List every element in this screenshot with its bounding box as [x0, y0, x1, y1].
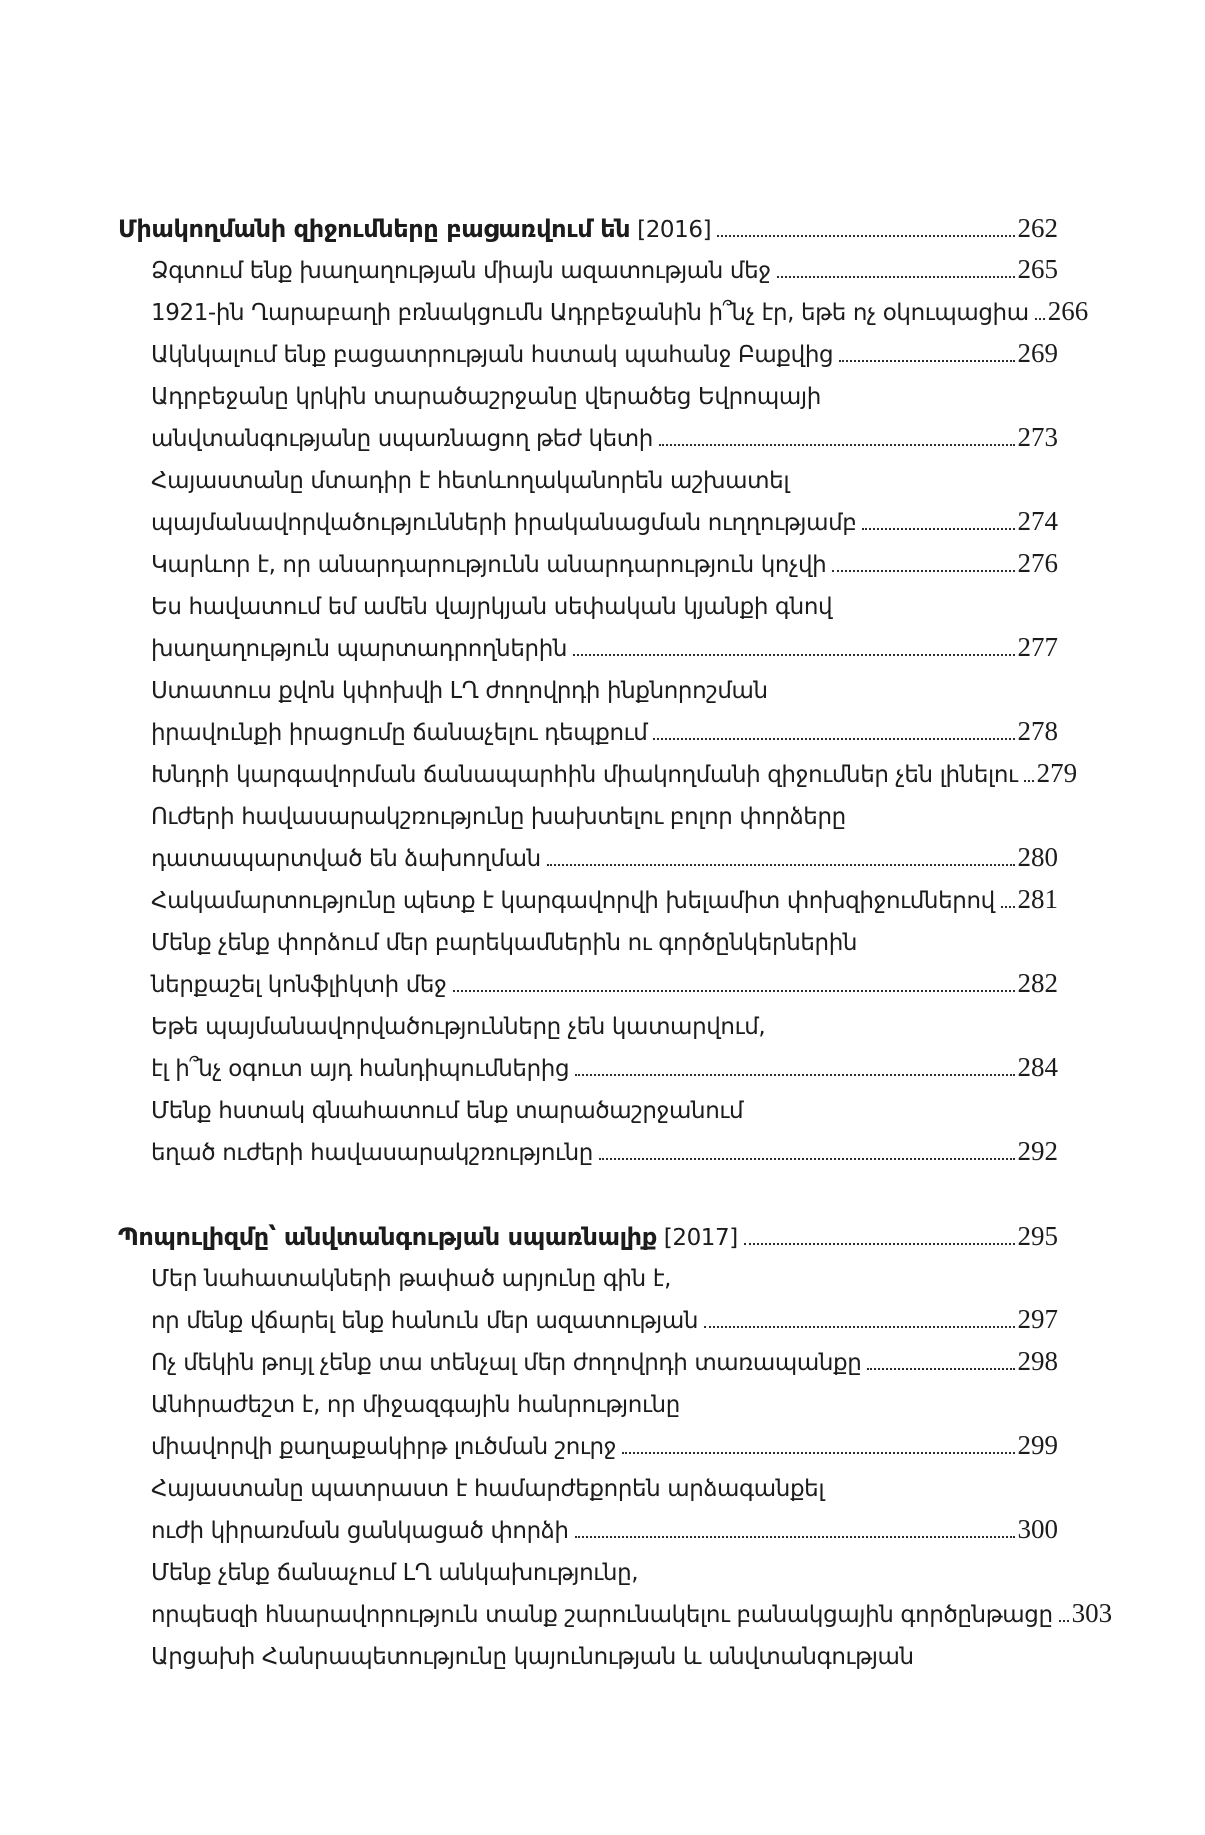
entry-text: պայմանավորվածությունների իրականացման ուղղությամբ: [151, 510, 857, 536]
entry-text: ներքաշել կոնֆլիկտի մեջ: [151, 972, 447, 998]
page-number: 265: [1017, 254, 1058, 284]
section-heading: [118, 208, 1058, 250]
entry-text: Մեր նահատակների թափած արյունը գին է,: [151, 1266, 672, 1292]
page-number: 266: [1047, 296, 1089, 326]
entry-text: Հայաստանը պատրաստ է համարժեքորեն արձագանքել: [151, 1476, 825, 1502]
dot-leader: [573, 652, 1014, 656]
entry-text: դատապարտված են ձախողման: [151, 846, 541, 872]
toc-entry-line: [118, 1342, 1058, 1384]
dot-leader: [839, 358, 1014, 362]
dot-leader: [704, 1324, 1014, 1328]
dot-leader: [744, 1241, 1015, 1245]
page-number: 262: [1017, 213, 1058, 243]
page-number: 295: [1017, 1221, 1058, 1251]
toc-entry-line: [118, 1132, 1058, 1174]
entry-text: Ձգտում ենք խաղաղության միայն ազատության մեջ: [151, 258, 771, 284]
page-number: 297: [1017, 1304, 1058, 1334]
page-number: 278: [1017, 716, 1058, 746]
toc-entry-line: [118, 502, 1058, 544]
dot-leader: [599, 1156, 1015, 1160]
entry-text: Ակնկալում ենք բացատրության հստակ պահանջ Բաքվից: [151, 342, 834, 368]
toc-entry-line: [118, 712, 1058, 754]
entry-text: 1921-ին Ղարաբաղի բռնակցումն Ադրբեջանին ի՞նչ էր, եթե ոչ օկուպացիա: [151, 300, 1029, 326]
entry-text: Անհրաժեշտ է, որ միջազգային հանրությունը: [151, 1392, 680, 1418]
entry-text: Հակամարտությունը պետք է կարգավորվի խելամիտ փոխզիջումներով: [151, 888, 995, 914]
dot-leader: [867, 1366, 1014, 1370]
dot-leader: [575, 1072, 1014, 1076]
toc-entry-line: [118, 1426, 1058, 1468]
entry-text: Հայաստանը մտադիր է հետևողականորեն աշխատել: [151, 468, 790, 494]
page-number: 303: [1071, 1598, 1113, 1628]
page-number: 273: [1017, 422, 1058, 452]
dot-leader: [1035, 316, 1045, 320]
page-number: 274: [1017, 506, 1058, 536]
entry-text: Մենք չենք ճանաչում ԼՂ անկախությունը,: [151, 1560, 639, 1586]
entry-text: Ոչ մեկին թույլ չենք տա տենչալ մեր ժողովրդի տառապանքը: [151, 1350, 862, 1376]
page-number: 298: [1017, 1346, 1058, 1376]
dot-leader: [653, 736, 1014, 740]
dot-leader: [1059, 1618, 1069, 1622]
entry-text: իրավունքի իրացումը ճանաչելու դեպքում: [151, 720, 648, 746]
entry-text: Ես հավատում եմ ամեն վայրկյան սեփական կյանքի գնով: [151, 594, 833, 620]
entry-text: անվտանգությանը սպառնացող թեժ կետի: [151, 426, 653, 452]
dot-leader: [659, 442, 1015, 446]
toc-entry-line: [118, 418, 1058, 460]
toc-entry-line: [118, 670, 1058, 712]
section-heading: [118, 1216, 1058, 1258]
toc-entry-line: [118, 1636, 1058, 1678]
section-heading-text: [118, 1216, 738, 1259]
toc-entry-line: [118, 1510, 1058, 1552]
entry-text: եղած ուժերի հավասարակշռությունը: [151, 1140, 593, 1166]
toc-entry-line: [118, 754, 1078, 796]
entry-text: որպեսզի հնարավորություն տանք շարունակելու բանակցային գործընթացը: [151, 1602, 1053, 1628]
page-number: 279: [1036, 758, 1078, 788]
entry-text: ուժի կիրառման ցանկացած փորձի: [151, 1518, 569, 1544]
page-number: 282: [1017, 968, 1058, 998]
toc-entry-line: [118, 1300, 1058, 1342]
page-number: 284: [1017, 1052, 1058, 1082]
toc-section-2: [118, 1216, 1113, 1678]
toc-entry-line: [118, 1258, 1058, 1300]
page-number: 300: [1017, 1514, 1058, 1544]
dot-leader: [832, 568, 1014, 572]
dot-leader: [622, 1450, 1014, 1454]
page-number: 280: [1017, 842, 1058, 872]
entry-text: Ադրբեջանը կրկին տարածաշրջանը վերածեց Եվրոպայի: [151, 384, 821, 410]
page-number: 292: [1017, 1136, 1058, 1166]
dot-leader: [1024, 778, 1034, 782]
entry-text: միավորվի քաղաքակիրթ լուծման շուրջ: [151, 1434, 617, 1460]
entry-text: խաղաղություն պարտադրողներին: [151, 636, 568, 662]
dot-leader: [575, 1534, 1015, 1538]
page-number: 277: [1017, 632, 1058, 662]
entry-text: Ստատուս քվոն կփոխվի ԼՂ ժողովրդի ինքնորոշման: [151, 678, 768, 704]
toc-entry-line: [118, 880, 1058, 922]
dot-leader: [777, 274, 1015, 278]
page-number: 269: [1017, 338, 1058, 368]
toc-entry-line: [118, 586, 1058, 628]
entry-text: Ուժերի հավասարակշռությունը խախտելու բոլոր փորձերը: [151, 804, 846, 830]
page-number: 276: [1017, 548, 1058, 578]
toc: [118, 208, 1113, 1678]
toc-entry-line: [118, 544, 1058, 586]
toc-entry-line: [118, 1048, 1058, 1090]
toc-entry-line: [118, 1384, 1058, 1426]
entry-text: Արցախի Հանրապետությունը կայունության և անվտանգության: [151, 1644, 914, 1670]
entry-text: Մենք հստակ գնահատում ենք տարածաշրջանում: [151, 1098, 744, 1124]
dot-leader: [453, 988, 1015, 992]
toc-section-1: [118, 208, 1089, 1174]
toc-entry-line: [118, 376, 1058, 418]
dot-leader: [862, 526, 1014, 530]
section-heading-text: [118, 208, 711, 251]
toc-entry-line: [118, 1468, 1058, 1510]
dot-leader: [717, 233, 1014, 237]
section-title: Պոպուլիզմը՝ անվտանգության սպառնալիք: [118, 1223, 657, 1251]
toc-entry-line: [118, 292, 1089, 334]
toc-entry-line: [118, 796, 1058, 838]
entry-text: Խնդրի կարգավորման ճանապարհին միակողմանի զիջումներ չեն լինելու: [151, 762, 1018, 788]
page-number: 299: [1017, 1430, 1058, 1460]
toc-entry-line: [118, 964, 1058, 1006]
entry-text: Մենք չենք փորձում մեր բարեկամներին ու գործընկերներին: [151, 930, 858, 956]
section-year: [2016]: [630, 217, 712, 243]
toc-entry-line: [118, 334, 1058, 376]
entry-text: Կարևոր է, որ անարդարությունն անարդարություն կոչվի: [151, 552, 827, 578]
toc-entry-line: [118, 1594, 1113, 1636]
dot-leader: [1001, 904, 1015, 908]
toc-entry-line: [118, 628, 1058, 670]
section-title: Միակողմանի զիջումները բացառվում են: [118, 215, 631, 243]
toc-entry-line: [118, 922, 1058, 964]
toc-entry-line: [118, 1006, 1058, 1048]
section-year: [2017]: [656, 1225, 738, 1251]
toc-entry-line: [118, 1090, 1058, 1132]
toc-entry-line: [118, 250, 1058, 292]
toc-entry-line: [118, 838, 1058, 880]
dot-leader: [547, 862, 1015, 866]
toc-entry-line: [118, 1552, 1058, 1594]
toc-entry-line: [118, 460, 1058, 502]
entry-text: էլ ի՞նչ օգուտ այդ հանդիպումներից: [151, 1056, 570, 1082]
entry-text: որ մենք վճարել ենք հանուն մեր ազատության: [151, 1308, 699, 1334]
page-number: 281: [1017, 884, 1058, 914]
entry-text: Եթե պայմանավորվածությունները չեն կատարվում,: [151, 1014, 766, 1040]
